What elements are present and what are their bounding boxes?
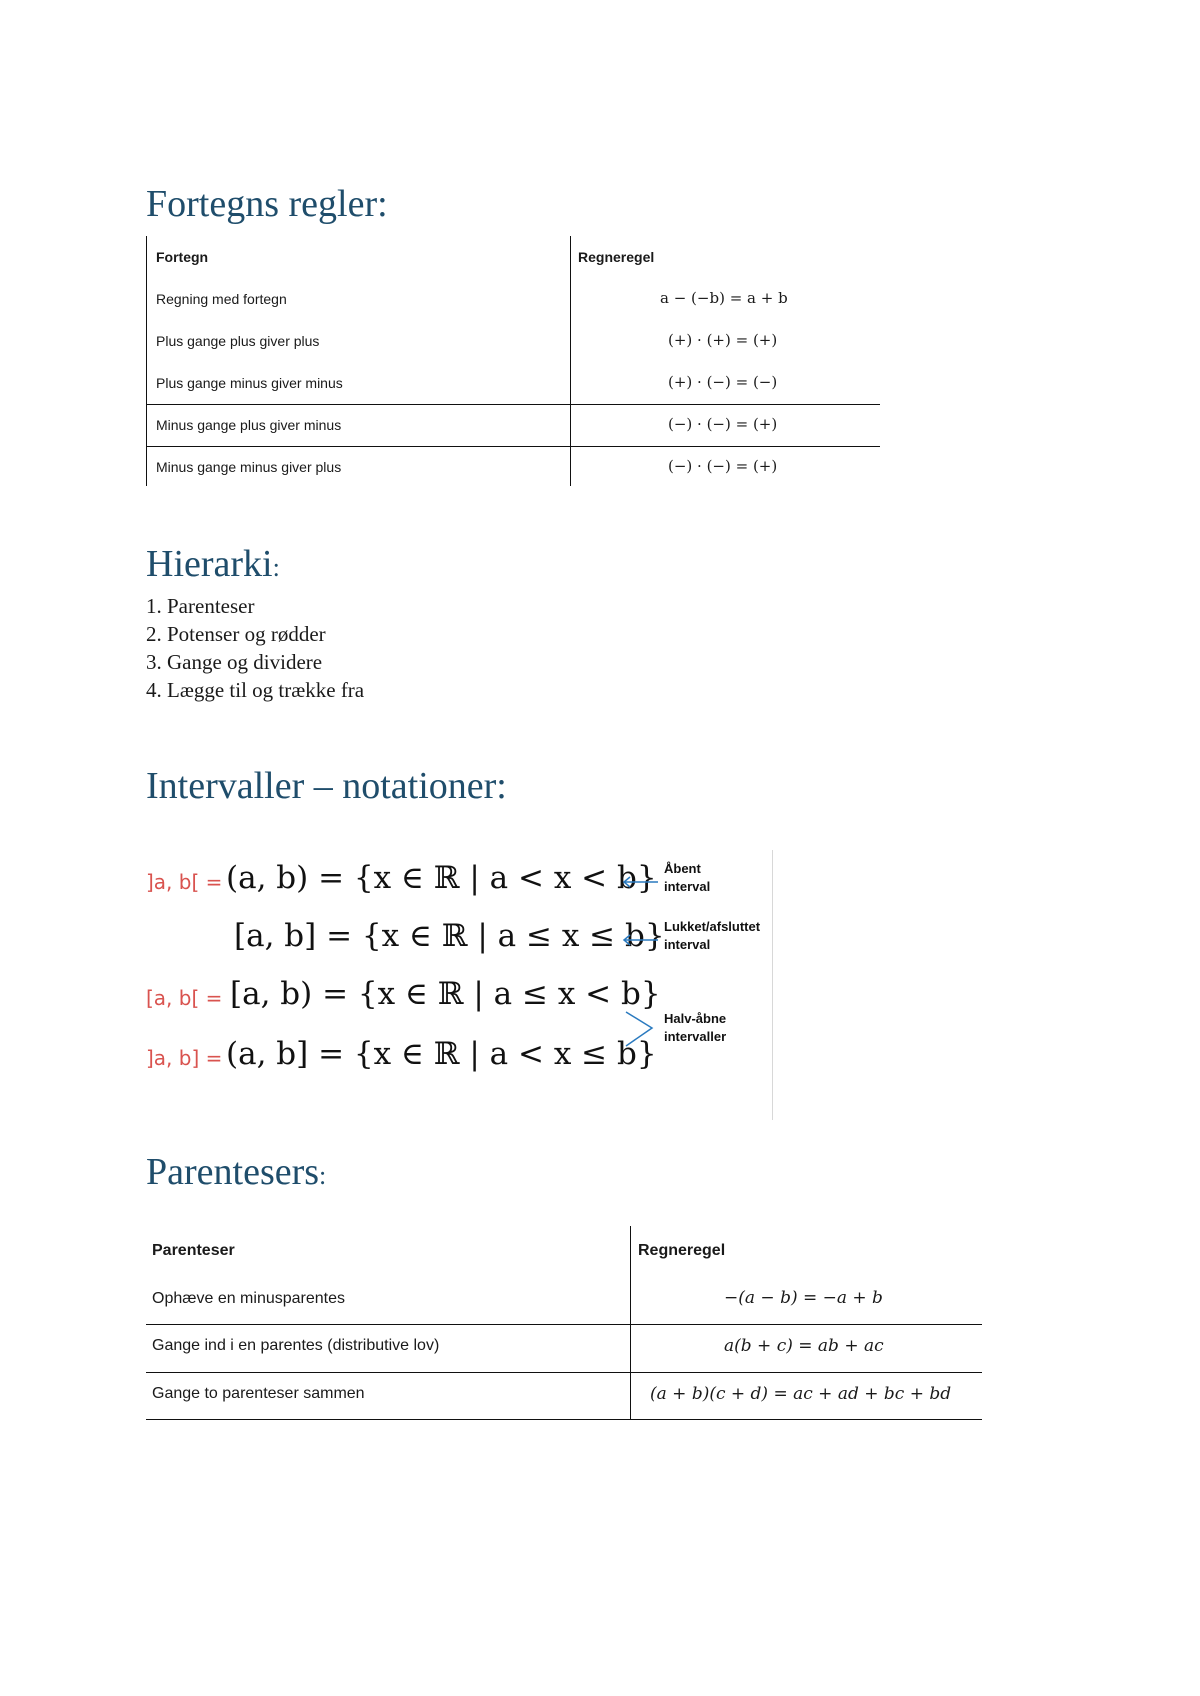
- table-cell-label: Gange to parenteser sammen: [152, 1385, 365, 1402]
- handwritten-notation: ]a, b] =: [146, 1046, 223, 1070]
- sign-rules-heading: Fortegns regler:: [146, 183, 388, 225]
- note-line: Åbent: [664, 861, 701, 876]
- list-item: 4. Lægge til og trække fra: [146, 678, 365, 702]
- table-header: Fortegn: [156, 249, 209, 265]
- table-border: [630, 1226, 631, 1420]
- interval-formula: [a, b] = {x ∈ ℝ | a ≤ x ≤ b}: [234, 918, 665, 954]
- arrow-left-icon: [620, 876, 660, 888]
- table-cell-label: Plus gange plus giver plus: [156, 333, 320, 349]
- table-cell-rule: (+) · (−) = (−): [668, 373, 778, 391]
- hierarchy-list: [146, 592, 364, 704]
- interval-formula: (a, b] = {x ∈ ℝ | a < x ≤ b}: [226, 1036, 657, 1072]
- table-border: [146, 404, 880, 405]
- hierarchy-heading: [146, 542, 280, 586]
- hierarchy-title: Hierarki: [146, 543, 273, 585]
- arrow-left-icon: [620, 934, 660, 946]
- table-cell-rule: a − (−b) = a + b: [660, 289, 788, 307]
- note-line: Lukket/afsluttet: [664, 919, 761, 934]
- note-line: interval: [664, 937, 711, 952]
- table-cell-rule: (−) · (−) = (+): [668, 457, 778, 475]
- table-cell-label: Minus gange plus giver minus: [156, 417, 342, 433]
- table-cell-rule: −(a − b) = −a + b: [724, 1288, 883, 1308]
- table-cell-label: Ophæve en minusparentes: [152, 1290, 345, 1307]
- list-item: 2. Potenser og rødder: [146, 622, 326, 646]
- table-cell-label: Plus gange minus giver minus: [156, 375, 343, 391]
- intervals-figure: [146, 850, 786, 1120]
- table-border: [146, 236, 147, 486]
- bracket-arrow-icon: [622, 1010, 656, 1050]
- parentheses-table: [146, 1226, 982, 1420]
- note-line: interval: [664, 879, 711, 894]
- handwritten-notation: ]a, b[ =: [146, 870, 223, 894]
- interval-note: [664, 918, 760, 954]
- parentheses-colon: :: [319, 1161, 327, 1190]
- divider: [772, 850, 773, 1120]
- interval-formula: (a, b) = {x ∈ ℝ | a < x < b}: [226, 860, 657, 896]
- hierarchy-colon: :: [272, 553, 280, 582]
- note-line: intervaller: [664, 1029, 727, 1044]
- table-cell-label: Gange ind i en parentes (distributive lov): [152, 1337, 440, 1354]
- list-item: 1. Parenteser: [146, 594, 255, 618]
- table-border: [146, 1419, 982, 1420]
- interval-note: [664, 860, 710, 896]
- table-header: Regneregel: [638, 1242, 726, 1259]
- table-cell-rule: (a + b)(c + d) = ac + ad + bc + bd: [650, 1384, 952, 1404]
- table-cell-rule: a(b + c) = ab + ac: [724, 1336, 884, 1356]
- list-item: 3. Gange og dividere: [146, 650, 323, 674]
- interval-note: [664, 1010, 726, 1046]
- table-header: Parenteser: [152, 1242, 235, 1259]
- table-border: [146, 1372, 982, 1373]
- interval-formula: [a, b) = {x ∈ ℝ | a ≤ x < b}: [230, 976, 661, 1012]
- handwritten-notation: [a, b[ =: [146, 986, 223, 1010]
- table-border: [146, 446, 880, 447]
- table-cell-rule: (−) · (−) = (+): [668, 415, 778, 433]
- table-header: Regneregel: [578, 249, 655, 265]
- table-cell-rule: (+) · (+) = (+): [668, 331, 778, 349]
- table-cell-label: Regning med fortegn: [156, 291, 287, 307]
- note-line: Halv-åbne: [664, 1011, 727, 1026]
- table-border: [570, 236, 571, 486]
- sign-rules-table: [146, 236, 880, 486]
- intervals-heading: Intervaller – notationer:: [146, 765, 507, 807]
- table-border: [146, 1324, 982, 1325]
- table-cell-label: Minus gange minus giver plus: [156, 459, 342, 475]
- parentheses-heading: [146, 1150, 326, 1194]
- parentheses-title: Parentesers: [146, 1151, 320, 1193]
